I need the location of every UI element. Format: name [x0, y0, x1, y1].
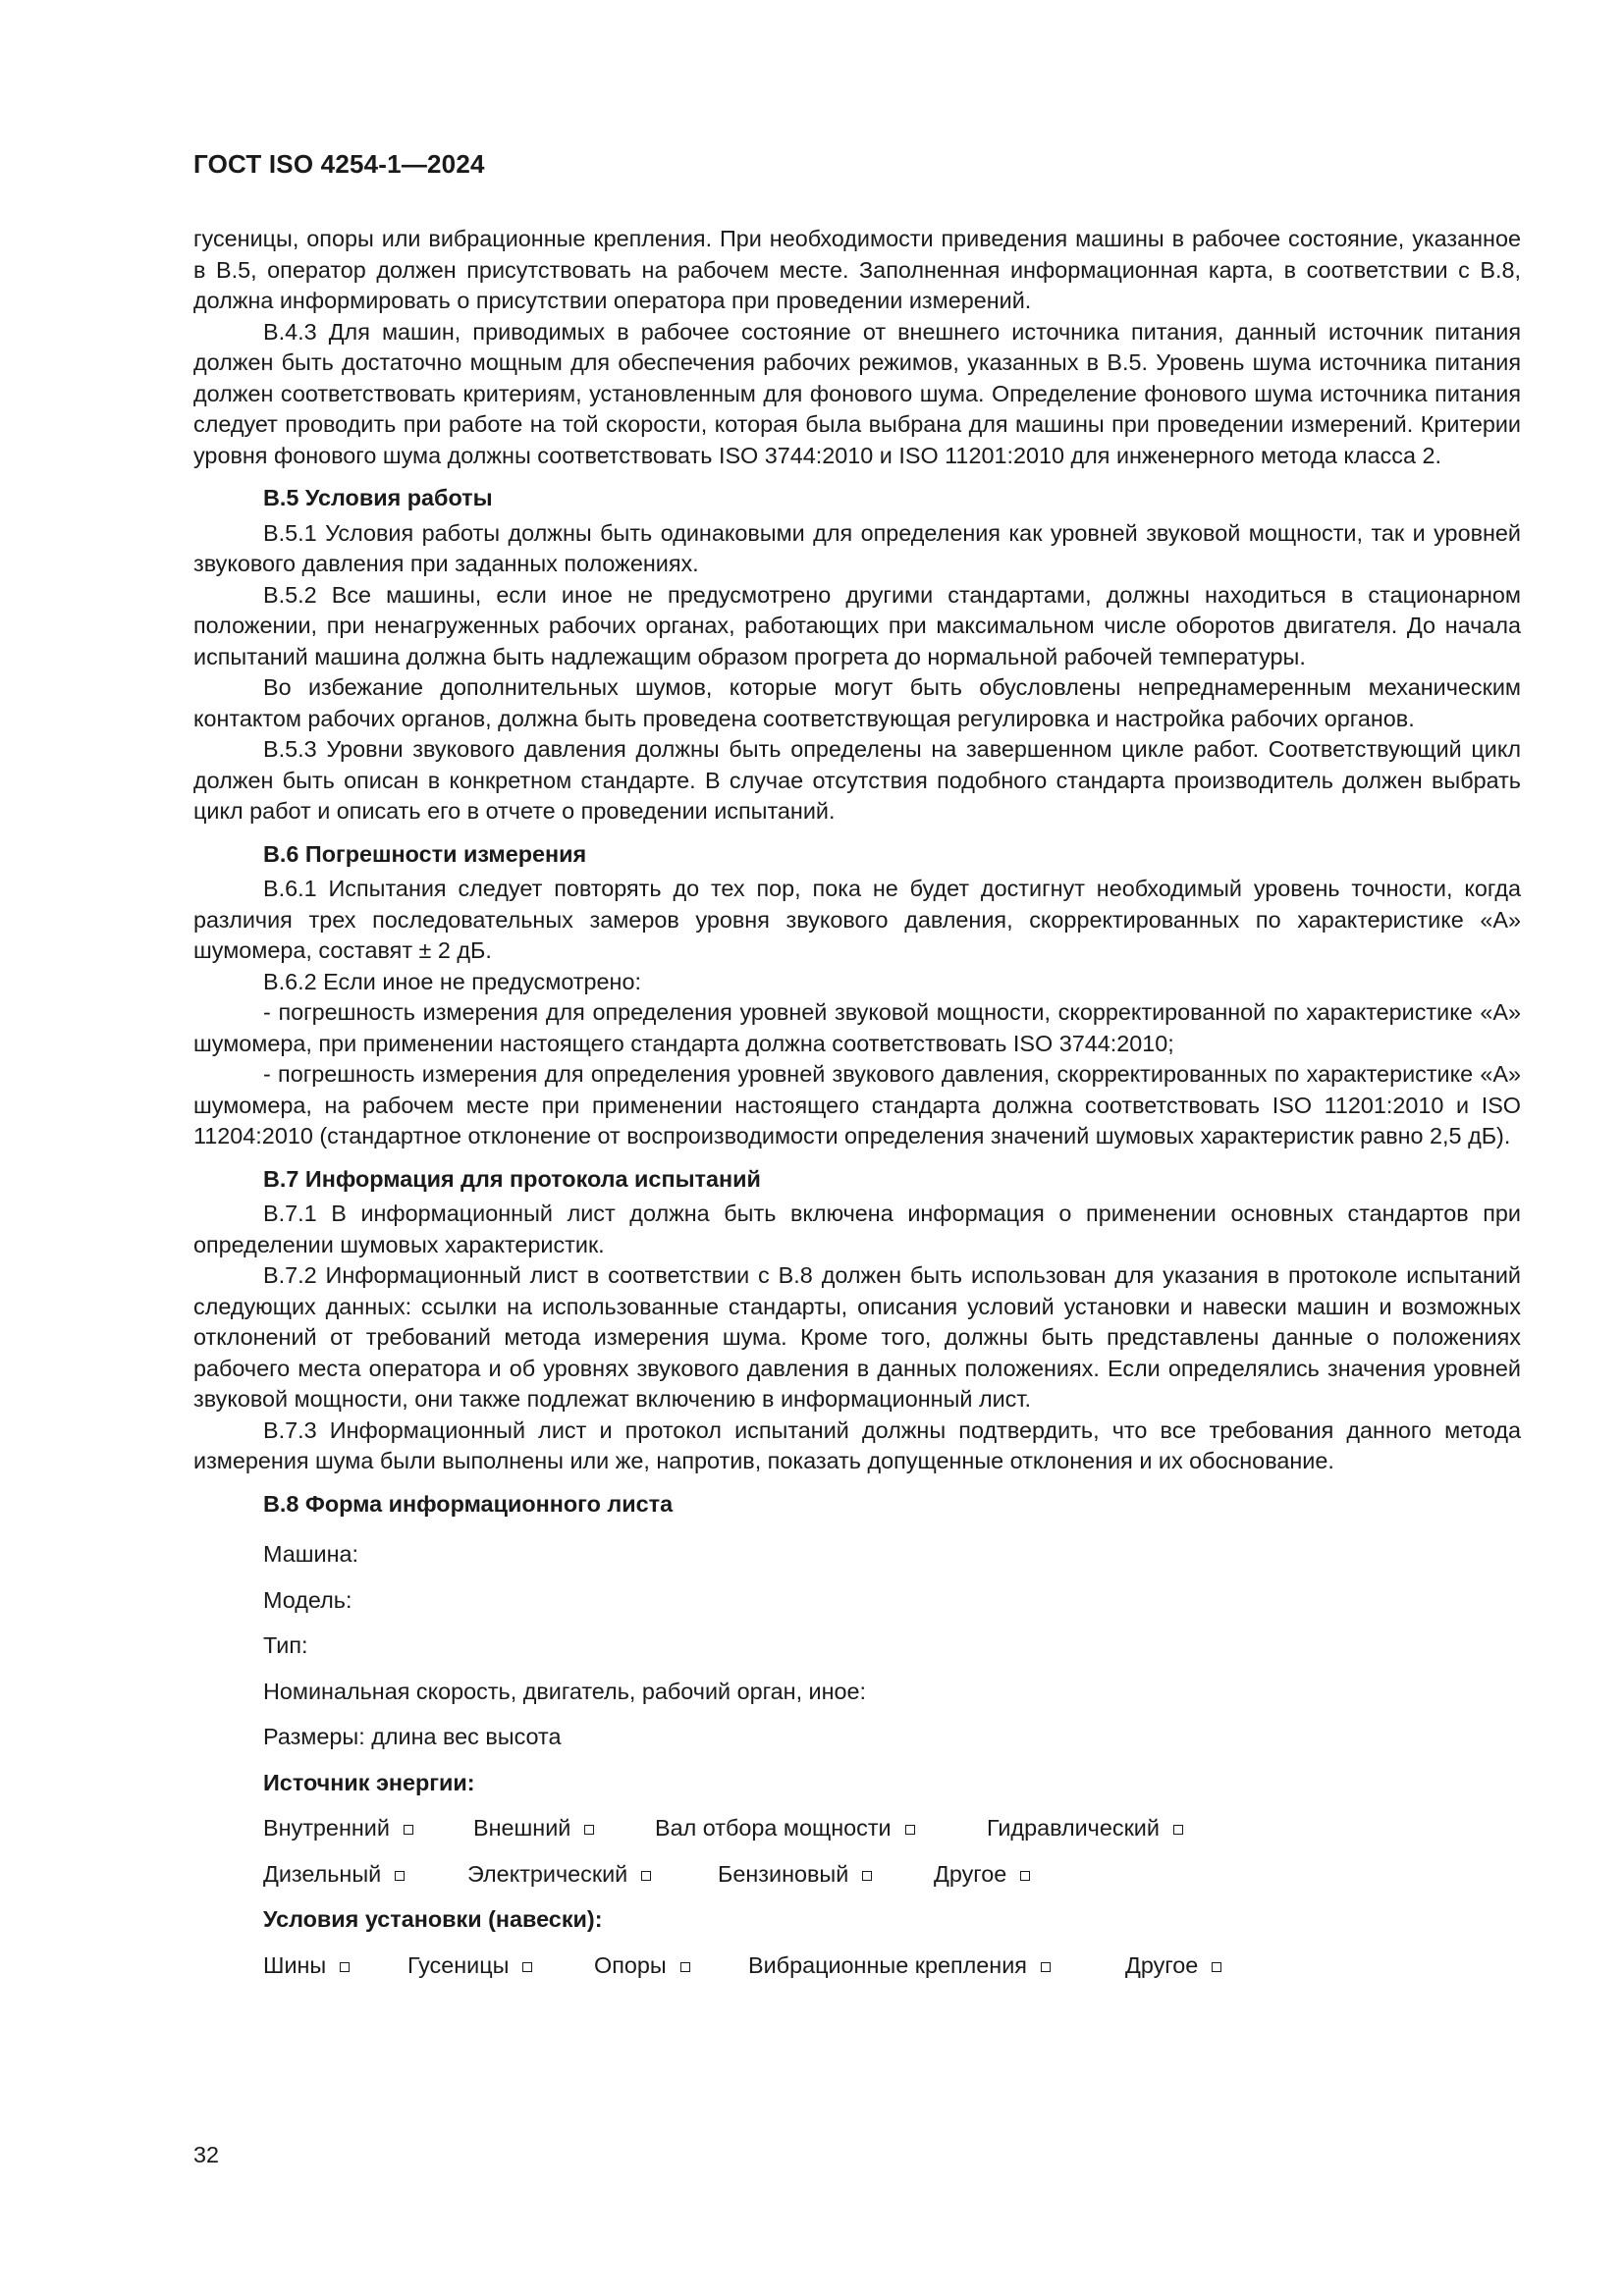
list-item-b6-2-a: - погрешность измерения для определения уровней звуковой мощности, скорректированной по характеристике «A» шумомера, при применении настоящего стандарта должна соответствовать ISO 3744:2010;: [193, 999, 1521, 1056]
checkbox-icon[interactable]: [584, 1825, 594, 1835]
paragraph-b7-3: B.7.3 Информационный лист и протокол испытаний должны подтвердить, что все требования данного метода измерения шума были выполнены или же, напротив, показать допущенные отклонения и их обоснование.: [193, 1416, 1521, 1473]
form-heading-energy-source: Источник энергии:: [263, 1769, 475, 1795]
paragraph-intro-continuation: гусеницы, опоры или вибрационные крепления. При необходимости приведения машины в рабочее состояние, указанное в B.5, оператор должен присутствовать на рабочем месте. Заполненная информационная карта, в соответствии с B.8, должна информировать о присутствии оператора при проведении измерений.: [193, 226, 1521, 313]
option-other-energy: [934, 1859, 1030, 1891]
energy-options-row-1: [263, 1813, 1521, 1844]
checkbox-icon[interactable]: [680, 1962, 690, 1972]
paragraph-b7-1: B.7.1 В информационный лист должна быть включена информация о применении основных стандартов при определении шумовых характеристик.: [193, 1201, 1521, 1257]
checkbox-icon[interactable]: [1020, 1871, 1030, 1881]
checkbox-icon[interactable]: [1212, 1962, 1221, 1972]
checkbox-icon[interactable]: [395, 1871, 405, 1881]
paragraph-b6-2: B.6.2 Если иное не предусмотрено:: [263, 968, 641, 994]
option-hydraulic: [987, 1813, 1183, 1844]
option-tyres: [263, 1950, 407, 1982]
form-field-rated-speed: Номинальная скорость, двигатель, рабочий орган, иное:: [263, 1678, 867, 1704]
paragraph-b5-2-note: Во избежание дополнительных шумов, которые могут быть обусловлены непреднамеренным механическим контактом рабочих органов, должна быть проведена соответствующая регулировка и настройка рабочих органов.: [193, 674, 1521, 731]
option-label: Гусеницы: [407, 1951, 510, 1978]
checkbox-icon[interactable]: [862, 1871, 872, 1881]
section-heading-b5: B.5 Условия работы: [263, 485, 493, 510]
option-internal: [263, 1813, 473, 1844]
option-label: Вал отбора мощности: [655, 1815, 892, 1841]
section-heading-b8: B.8 Форма информационного листа: [263, 1490, 674, 1517]
option-petrol: [718, 1859, 934, 1891]
info-sheet-form: [263, 1539, 1521, 1981]
option-label: Опоры: [594, 1951, 667, 1978]
form-field-model: Модель:: [263, 1586, 352, 1613]
checkbox-icon[interactable]: [522, 1962, 532, 1972]
option-label: Бензиновый: [718, 1860, 849, 1887]
option-label: Электрический: [467, 1860, 628, 1887]
page-header: ГОСТ ISO 4254-1—2024: [193, 149, 485, 179]
checkbox-icon[interactable]: [905, 1825, 915, 1835]
paragraph-b6-1: B.6.1 Испытания следует повторять до тех пор, пока не будет достигнут необходимый уровень точности, когда различия трех последовательных замеров уровня звукового давления, скорректированных по характеристике «A» шумомера, составят ± 2 дБ.: [193, 876, 1521, 963]
checkbox-icon[interactable]: [404, 1825, 413, 1835]
option-label: Дизельный: [263, 1860, 382, 1887]
form-field-machine: Машина:: [263, 1541, 359, 1567]
option-pto: [655, 1813, 987, 1844]
option-other-mounting: [1125, 1950, 1221, 1982]
option-electric: [467, 1859, 718, 1891]
option-label: Гидравлический: [987, 1815, 1160, 1841]
paragraph-b7-2: B.7.2 Информационный лист в соответствии с B.8 должен быть использован для указания в протоколе испытаний следующих данных: ссылки на использованные стандарты, описания условий установки и навески машин и возможных отклонений от требований метода измерения шума. Кроме того, должны быть представлены данные о положениях рабочего места оператора и об уровнях звукового давления в данных положениях. Если определялись значения уровней звуковой мощности, они также подлежат включению в информационный лист.: [193, 1262, 1521, 1412]
mounting-options-row: [263, 1950, 1521, 1982]
option-label: Другое: [1125, 1951, 1199, 1978]
checkbox-icon[interactable]: [340, 1962, 350, 1972]
option-label: Другое: [934, 1860, 1007, 1887]
option-diesel: [263, 1859, 467, 1891]
list-item-b6-2-b: - погрешность измерения для определения уровней звукового давления, скорректированных по характеристике «A» шумомера, на рабочем месте при применении настоящего стандарта должна соответствовать ISO 11201:2010 и ISO 11204:2010 (стандартное отклонение от воспроизводимости определения значений шумовых характеристик равно 2,5 дБ).: [193, 1061, 1521, 1148]
paragraph-b4-3: B.4.3 Для машин, приводимых в рабочее состояние от внешнего источника питания, данный источник питания должен быть достаточно мощным для обеспечения рабочих режимов, указанных в B.5. Уровень шума источника питания должен соответствовать критериям, установленным для фонового шума. Определение фонового шума источника питания следует проводить при работе на той скорости, которая была выбрана для машины при проведении измерений. Критерии уровня фонового шума должны соответствовать ISO 3744:2010 и ISO 11201:2010 для инженерного метода класса 2.: [193, 318, 1521, 468]
page-number: 32: [193, 2142, 220, 2167]
option-vibration-mounts: [748, 1950, 1125, 1982]
option-label: Вибрационные крепления: [748, 1951, 1027, 1978]
energy-options-row-2: [263, 1859, 1521, 1891]
option-label: Шины: [263, 1951, 327, 1978]
paragraph-b5-3: B.5.3 Уровни звукового давления должны быть определены на завершенном цикле работ. Соответствующий цикл должен быть описан в конкретном стандарте. В случае отсутствия подобного стандарта производитель должен выбрать цикл работ и описать его в отчете о проведении испытаний.: [193, 736, 1521, 824]
paragraph-b5-2: B.5.2 Все машины, если иное не предусмотрено другими стандартами, должны находиться в стационарном положении, при ненагруженных рабочих органах, работающих при максимальном числе оборотов двигателя. До начала испытаний машина должна быть надлежащим образом прогрета до нормальной рабочей температуры.: [193, 581, 1521, 669]
option-supports: [594, 1950, 748, 1982]
checkbox-icon[interactable]: [1173, 1825, 1183, 1835]
form-field-type: Тип:: [263, 1632, 308, 1658]
page-content: [193, 224, 1521, 1981]
paragraph-b5-1: B.5.1 Условия работы должны быть одинаковыми для определения как уровней звуковой мощности, так и уровней звукового давления при заданных положениях.: [193, 519, 1521, 576]
option-external: [473, 1813, 655, 1844]
checkbox-icon[interactable]: [641, 1871, 651, 1881]
checkbox-icon[interactable]: [1041, 1962, 1051, 1972]
option-label: Внешний: [473, 1815, 571, 1841]
section-heading-b7: B.7 Информация для протокола испытаний: [263, 1165, 761, 1192]
option-tracks: [407, 1950, 594, 1982]
section-heading-b6: B.6 Погрешности измерения: [263, 840, 587, 867]
form-field-dimensions: Размеры: длина вес высота: [263, 1724, 562, 1749]
option-label: Внутренний: [263, 1815, 390, 1841]
form-heading-mounting: Условия установки (навески):: [263, 1906, 603, 1932]
